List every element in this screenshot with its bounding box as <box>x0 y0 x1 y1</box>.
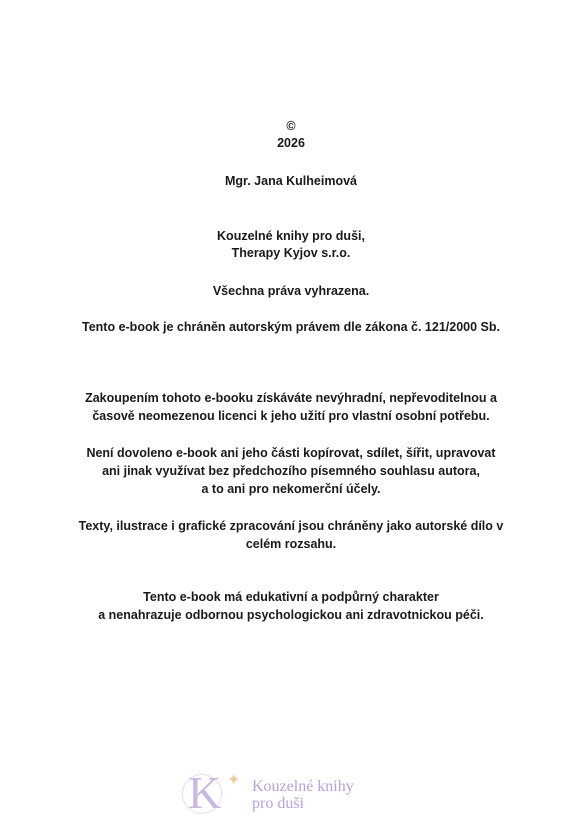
logo-text-line-2: pro duši <box>252 795 304 812</box>
license-line-2: časově neomezenou licenci k jeho užití pro vlastní osobní potřebu. <box>92 409 490 423</box>
logo-text-line-1: Kouzelné knihy <box>252 778 354 795</box>
copyright-protection-notice: Tento e-book je chráněn autorským právem dle zákona č. 121/2000 Sb. <box>82 320 500 334</box>
publisher-logo <box>178 768 398 820</box>
prohibition-line-3: a to ani pro nekomerční účely. <box>201 482 381 496</box>
sparkle-icon: ✦ <box>227 772 241 789</box>
copyright-symbol: © <box>286 119 296 133</box>
author-name: Mgr. Jana Kulheimová <box>225 174 357 188</box>
disclaimer-line-1: Tento e-book má edukativní a podpůrný charakter <box>143 590 439 604</box>
license-line-1: Zakoupením tohoto e-booku získáváte nevýhradní, nepřevoditelnou a <box>85 391 497 405</box>
prohibition-line-2: ani jinak využívat bez předchozího písemného souhlasu autora, <box>102 464 480 478</box>
protected-works-line-2: celém rozsahu. <box>245 537 337 551</box>
prohibition-line-1: Není dovoleno e-book ani jeho části kopírovat, sdílet, šířit, upravovat <box>86 446 496 460</box>
copyright-year: 2026 <box>277 136 305 150</box>
logo-letter: K <box>188 767 222 818</box>
publisher-line-1: Kouzelné knihy pro duši, <box>217 229 365 243</box>
protected-works-line-1: Texty, ilustrace i grafické zpracování jsou chráněny jako autorské dílo v <box>78 519 504 533</box>
rights-reserved: Všechna práva vyhrazena. <box>212 284 370 298</box>
publisher-line-2: Therapy Kyjov s.r.o. <box>231 246 351 260</box>
disclaimer-line-2: a nenahrazuje odbornou psychologickou ani zdravotnickou péči. <box>98 608 484 622</box>
